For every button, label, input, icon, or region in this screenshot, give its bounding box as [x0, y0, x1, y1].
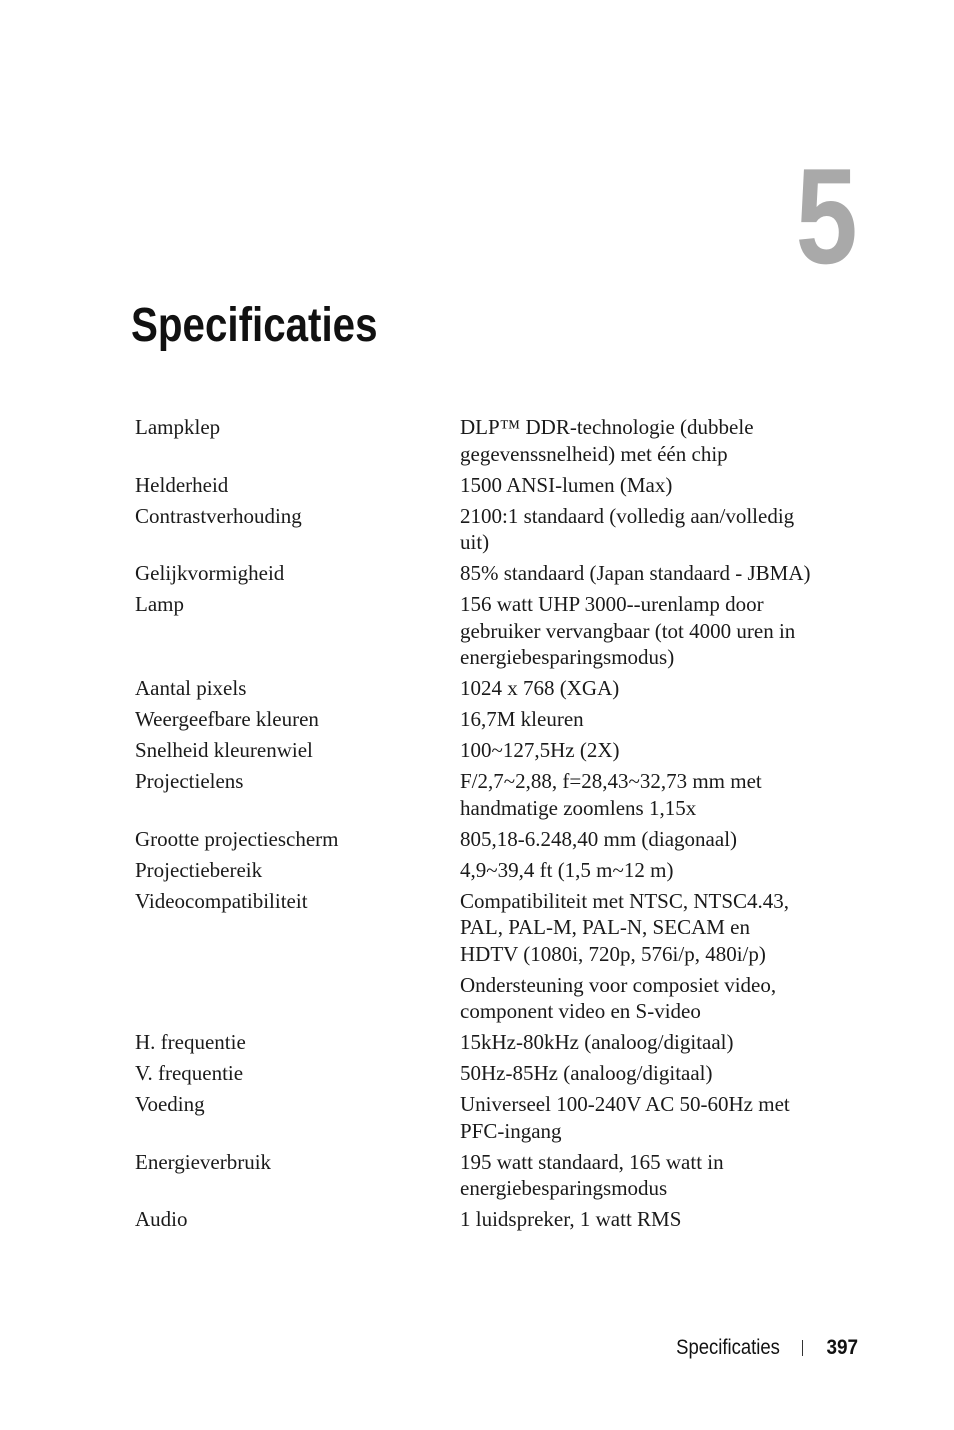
spec-label: Videocompatibiliteit [135, 888, 308, 913]
spec-label: H. frequentie [135, 1030, 246, 1054]
spec-row-audio [135, 1206, 825, 1233]
spec-value: F/2,7~2,88, f=28,43~32,73 mm met handmatige zoomlens 1,15x [460, 769, 762, 820]
page-title: Specificaties [131, 299, 378, 352]
spec-label: Lamp [135, 592, 184, 616]
spec-label: Weergeefbare kleuren [135, 707, 319, 731]
spec-value: 85% standaard (Japan standaard - JBMA) [460, 561, 811, 585]
spec-value: 100~127,5Hz (2X) [460, 738, 620, 762]
footer-section-title: Specificaties [676, 1336, 780, 1359]
spec-value: 2100:1 standaard (volledig aan/volledig uit) [460, 503, 795, 554]
spec-row-helderheid [135, 472, 825, 499]
spec-label: Energieverbruik [135, 1149, 272, 1174]
spec-value: Universeel 100-240V AC 50-60Hz met PFC-ingang [460, 1092, 790, 1143]
spec-row-projectielens [135, 768, 825, 821]
spec-row-h-frequentie [135, 1029, 825, 1056]
spec-value: 15kHz-80kHz (analoog/digitaal) [460, 1030, 734, 1054]
spec-value: 4,9~39,4 ft (1,5 m~12 m) [460, 857, 674, 882]
spec-table [135, 414, 825, 1237]
spec-row-grootte-projectiescherm [135, 826, 825, 853]
spec-value: 16,7M kleuren [460, 707, 584, 731]
spec-row-voeding [135, 1091, 825, 1144]
spec-label: Voeding [135, 1092, 205, 1116]
spec-value: 156 watt UHP 3000--urenlamp door gebruiker vervangbaar (tot 4000 uren in energiebesparingsmodus) [460, 592, 796, 669]
spec-label: Projectielens [135, 769, 244, 793]
spec-row-lamp [135, 591, 825, 671]
spec-label: V. frequentie [135, 1061, 244, 1085]
spec-row-snelheid-kleurenwiel [135, 737, 825, 764]
spec-label: Lampklep [135, 415, 221, 439]
chapter-number: 5 [795, 140, 858, 292]
footer-separator [802, 1340, 803, 1356]
spec-row-contrastverhouding [135, 503, 825, 556]
spec-label: Snelheid kleurenwiel [135, 738, 313, 762]
spec-value-paragraph: Ondersteuning voor composiet video, component video en S-video [460, 972, 777, 1023]
page-number: 397 [826, 1336, 858, 1359]
spec-label: Grootte projectiescherm [135, 826, 339, 851]
spec-value: 195 watt standaard, 165 watt in energiebesparingsmodus [460, 1149, 724, 1200]
spec-label: Audio [135, 1207, 188, 1231]
spec-row-v-frequentie [135, 1060, 825, 1087]
spec-value: 1500 ANSI-lumen (Max) [460, 472, 673, 497]
spec-label: Gelijkvormigheid [135, 561, 285, 585]
spec-row-aantal-pixels [135, 675, 825, 702]
spec-label: Helderheid [135, 472, 229, 497]
spec-label: Projectiebereik [135, 857, 263, 882]
spec-value: DLP™ DDR-technologie (dubbele gegevenssnelheid) met één chip [460, 415, 754, 466]
spec-value: 1024 x 768 (XGA) [460, 676, 620, 700]
spec-value [460, 888, 812, 1025]
spec-value: 1 luidspreker, 1 watt RMS [460, 1207, 682, 1231]
page-footer [662, 1334, 858, 1362]
spec-row-videocompatibiliteit [135, 888, 825, 1025]
spec-value-paragraph: Compatibiliteit met NTSC, NTSC4.43, PAL, PAL-M, PAL-N, SECAM en HDTV (1080i, 720p, 576i/p, 480i/p) [460, 888, 790, 966]
spec-label: Contrastverhouding [135, 503, 302, 528]
spec-row-energieverbruik [135, 1149, 825, 1202]
spec-row-projectiebereik [135, 857, 825, 884]
spec-value: 805,18-6.248,40 mm (diagonaal) [460, 826, 738, 851]
spec-row-weergeefbare-kleuren [135, 706, 825, 733]
spec-row-lampklep [135, 414, 825, 467]
spec-row-gelijkvormigheid [135, 560, 825, 587]
spec-value: 50Hz-85Hz (analoog/digitaal) [460, 1061, 713, 1085]
spec-label: Aantal pixels [135, 676, 247, 700]
